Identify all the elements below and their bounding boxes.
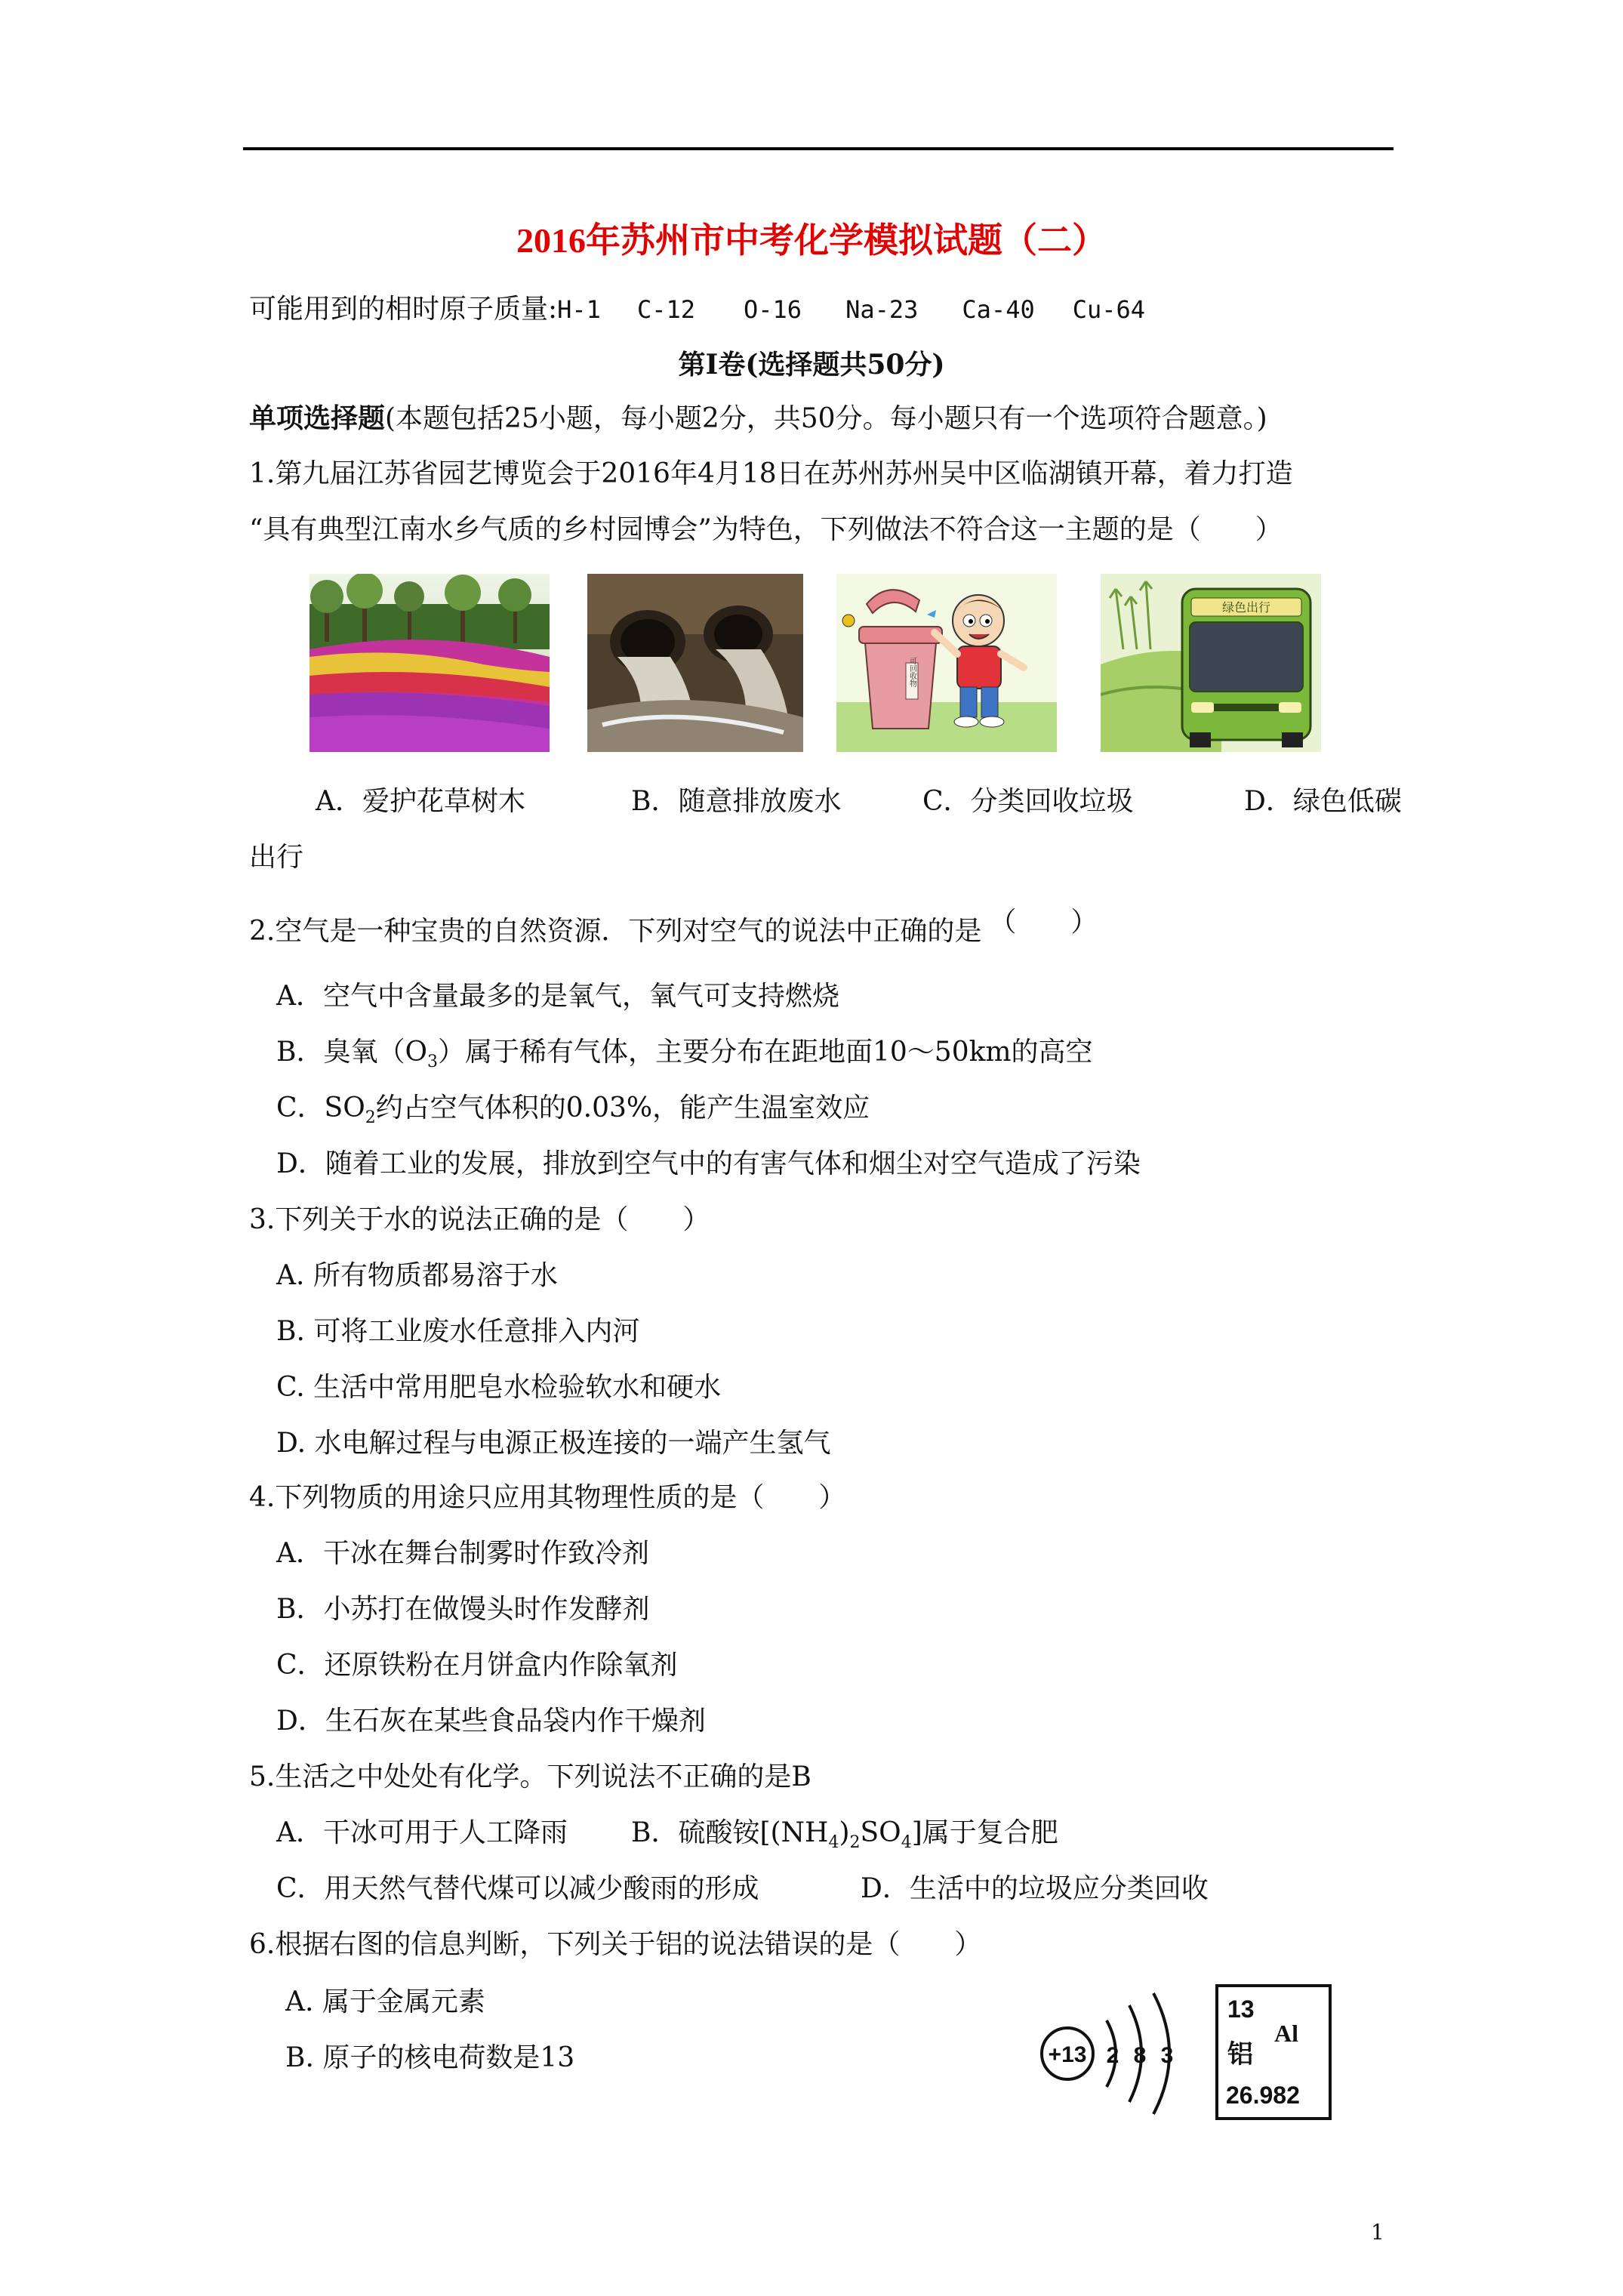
q2-option-b-part2: ）属于稀有气体，主要分布在距地面10～50km的高空	[437, 1037, 1093, 1068]
element-name: 铝	[1227, 2039, 1253, 2069]
q2-stem-text: 2.空气是一种宝贵的自然资源．下列对空气的说法中正确的是	[249, 916, 982, 947]
q2-option-c-part2: 约占空气体积的0.03%，能产生温室效应	[375, 1093, 870, 1123]
q4-option-a: A．干冰在舞台制雾时作致冷剂	[276, 1538, 649, 1569]
exam-title: 2016年苏州市中考化学模拟试题（二）	[516, 221, 1107, 260]
q3-option-a: A. 所有物质都易溶于水	[276, 1260, 558, 1291]
q5-option-a: A．干冰可用于人工降雨	[276, 1817, 568, 1848]
q4-stem: 4.下列物质的用途只应用其物理性质的是（ ）	[249, 1482, 846, 1513]
q3-option-b: B. 可将工业废水任意排入内河	[276, 1316, 640, 1347]
green-bus-image	[1101, 574, 1321, 752]
aluminum-atom-diagram	[1034, 1978, 1336, 2129]
instructions	[249, 400, 1267, 437]
q5-option-b-part3: SO	[860, 1817, 901, 1848]
q5-option-b-part1: B．硫酸铵[(NH	[631, 1817, 829, 1848]
q1-option-d: D．绿色低碳	[1244, 786, 1402, 817]
q2-option-c	[276, 1090, 870, 1136]
shell-electrons-3: 3	[1160, 2043, 1174, 2068]
q5-option-d: D．生活中的垃圾应分类回收	[861, 1873, 1209, 1904]
atomic-mass-ca: Ca-40	[962, 295, 1035, 324]
instructions-heading: 单项选择题	[249, 402, 386, 434]
q1-stem-line1: 1.第九届江苏省园艺博览会于2016年4月18日在苏州苏州吴中区临湖镇开幕，着力打造	[249, 458, 1293, 489]
q5-stem: 5.生活之中处处有化学。下列说法不正确的是B	[249, 1761, 812, 1792]
q3-option-d: D. 水电解过程与电源正极连接的一端产生氢气	[276, 1428, 831, 1459]
element-symbol: Al	[1274, 2020, 1298, 2047]
atomic-masses-label: 可能用到的相时原子质量:	[249, 294, 558, 325]
q2-option-c-part1: C．SO	[276, 1093, 365, 1123]
q2-option-b-sub: 3	[427, 1052, 438, 1072]
atomic-mass-cu: Cu-64	[1072, 295, 1146, 324]
nucleus-charge: +13	[1048, 2042, 1087, 2067]
q2-stem	[249, 907, 1098, 950]
q5-option-b-sub2: 2	[849, 1833, 861, 1853]
q2-option-b-part1: B．臭氧（O	[276, 1037, 427, 1068]
q2-answer-paren: （ ）	[989, 907, 1098, 938]
q4-option-c: C．还原铁粉在月饼盒内作除氧剂	[276, 1650, 678, 1681]
atomic-mass-h: H-1	[557, 295, 601, 324]
bus-sign: 绿色出行	[1221, 602, 1271, 615]
q6-option-b: B. 原子的核电荷数是13	[285, 2042, 575, 2073]
shell-electrons-1: 2	[1106, 2043, 1119, 2068]
atomic-mass-o: O-16	[744, 295, 802, 324]
q5-option-c: C．用天然气替代煤可以减少酸雨的形成	[276, 1873, 759, 1904]
q4-option-b: B．小苏打在做馒头时作发酵剂	[276, 1594, 650, 1625]
q3-stem: 3.下列关于水的说法正确的是（ ）	[249, 1204, 710, 1235]
q1-option-a: A．爱护花草树木	[316, 786, 525, 817]
q4-option-d: D．生石灰在某些食品袋内作干燥剂	[276, 1706, 706, 1737]
q6-stem: 6.根据右图的信息判断，下列关于铝的说法错误的是（ ）	[249, 1929, 982, 1960]
q6-option-a: A. 属于金属元素	[285, 1986, 485, 2017]
q5-option-b-sub1: 4	[828, 1833, 839, 1853]
q5-option-b-part4: ]属于复合肥	[911, 1817, 1058, 1848]
q2-option-d: D．随着工业的发展，排放到空气中的有害气体和烟尘对空气造成了污染	[276, 1148, 1141, 1179]
flower-garden-image	[310, 574, 550, 752]
instructions-text: (本题包括25小题，每小题2分，共50分。每小题只有一个选项符合题意。)	[385, 403, 1267, 434]
header-rule	[243, 147, 1394, 150]
atomic-mass-na: Na-23	[845, 295, 919, 324]
q5-option-b	[631, 1815, 1058, 1861]
element-number: 13	[1227, 1996, 1255, 2023]
page-number: 1	[1371, 2220, 1384, 2245]
q1-stem-line2: “具有典型江南水乡气质的乡村园博会”为特色，下列做法不符合这一主题的是（ ）	[249, 514, 1283, 545]
q2-option-a: A．空气中含量最多的是氧气，氧气可支持燃烧	[276, 981, 839, 1012]
q3-option-c: C. 生活中常用肥皂水检验软水和硬水	[276, 1372, 722, 1403]
atomic-mass-c: C-12	[636, 295, 695, 324]
recycling-cartoon-image	[836, 574, 1057, 752]
trash-can-label: 可回收物	[907, 657, 916, 687]
q1-option-c: C．分类回收垃圾	[922, 786, 1134, 817]
q1-option-b: B．随意排放废水	[631, 786, 842, 817]
q5-option-b-sub3: 4	[901, 1833, 912, 1853]
section-title: 第Ⅰ卷(选择题共50分)	[678, 349, 945, 381]
q5-option-b-part2: )	[839, 1817, 850, 1848]
shell-electrons-2: 8	[1133, 2043, 1147, 2068]
q2-option-c-sub: 2	[365, 1108, 376, 1128]
q2-option-b	[276, 1034, 1093, 1080]
q1-option-d-wrap: 出行	[249, 842, 304, 873]
atomic-masses-line	[249, 291, 1145, 328]
element-mass: 26.982	[1226, 2082, 1300, 2109]
wastewater-image	[587, 574, 803, 752]
